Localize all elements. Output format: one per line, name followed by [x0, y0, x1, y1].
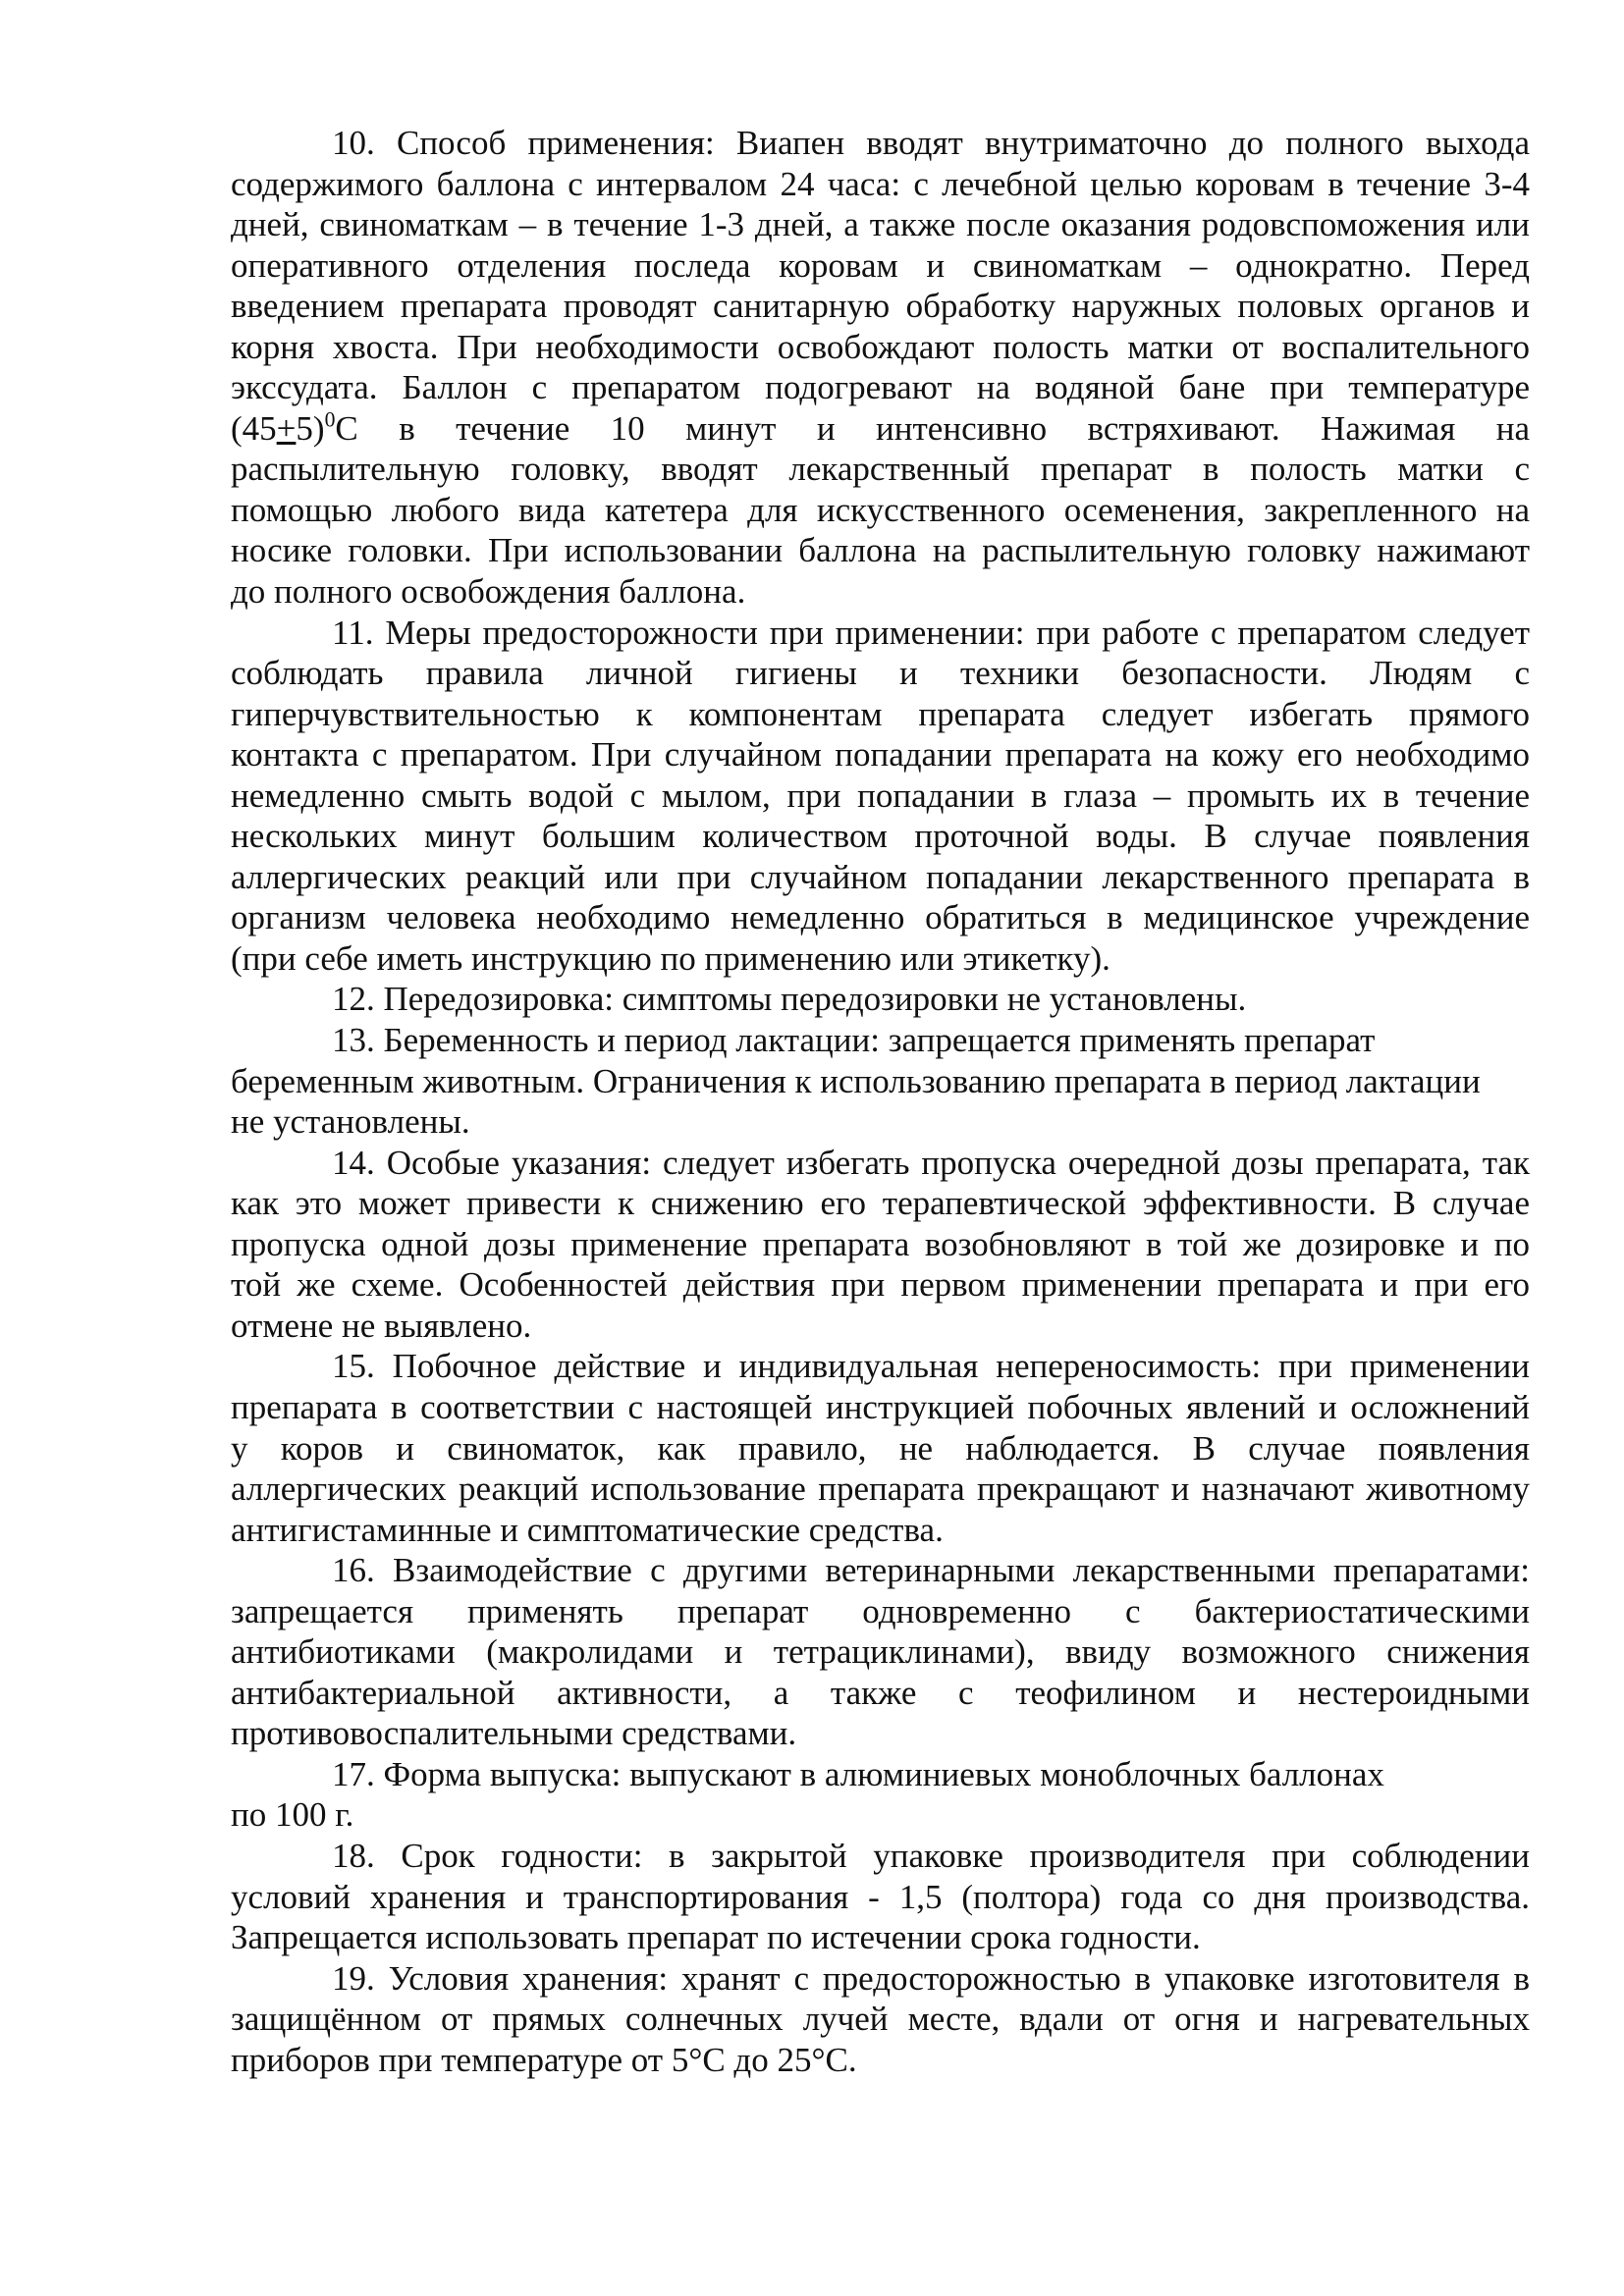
text-line: корня хвоста. При необходимости освобождают полость матки от воспалительного	[231, 327, 1530, 366]
section-17	[231, 1754, 1530, 1836]
text-line: введением препарата проводят санитарную обработку наружных половых органов и	[231, 287, 1530, 326]
text-line: аллергических реакций или при случайном попадании лекарственного препарата в	[231, 857, 1530, 896]
section-heading-line: 12. Передозировка: симптомы передозировки не установлены.	[332, 980, 1247, 1019]
text-line: защищённом от прямых солнечных лучей месте, вдали от огня и нагревательных	[231, 2000, 1530, 2039]
text-line: антибактериальной активности, а также с теофилином и нестероидными	[231, 1673, 1530, 1712]
temp-line-rest: в течение 10 минут и интенсивно встряхивают. Нажимая на	[357, 408, 1530, 448]
temp-open: (45	[231, 408, 277, 448]
degree-superscript: 0	[324, 407, 336, 432]
text-line: до полного освобождения баллона.	[231, 572, 746, 612]
text-line: Запрещается использовать препарат по истечении срока годности.	[231, 1918, 1201, 1957]
section-15	[231, 1346, 1530, 1550]
text-line: распылительную головку, вводят лекарственный препарат в полость матки с	[231, 450, 1530, 489]
text-line: аллергических реакций использование препарата прекращают и назначают животному	[231, 1469, 1530, 1509]
text-line: соблюдать правила личной гигиены и техники безопасности. Людям с	[231, 654, 1530, 693]
text-line: дней, свиноматкам – в течение 1-3 дней, а также после оказания родовспоможения или	[231, 205, 1530, 244]
text-line: содержимого баллона с интервалом 24 часа: с лечебной целью коровам в течение 3-4	[231, 164, 1530, 203]
section-12	[231, 979, 1530, 1020]
section-heading-line: 18. Срок годности: в закрытой упаковке производителя при соблюдении	[332, 1836, 1530, 1875]
section-heading-line: 11. Меры предосторожности при применении: при работе с препаратом следует	[332, 613, 1530, 652]
text-line: нескольких минут большим количеством проточной воды. В случае появления	[231, 817, 1530, 856]
text-line: помощью любого вида катетера для искусственного осеменения, закрепленного на	[231, 490, 1530, 529]
text-line: препарата в соответствии с настоящей инструкцией побочных явлений и осложнений	[231, 1387, 1530, 1426]
text-line: запрещается применять препарат одновременно с бактериостатическими	[231, 1591, 1530, 1630]
text-line: экссудата. Баллон с препаратом подогревают на водяной бане при температуре	[231, 368, 1530, 407]
text-line: не установлены.	[231, 1102, 470, 1142]
text-line: гиперчувствительностью к компонентам препарата следует избегать прямого	[231, 694, 1530, 733]
text-line: пропуска одной дозы применение препарата возобновляют в той же дозировке и по	[231, 1224, 1530, 1263]
section-heading-line: 16. Взаимодействие с другими ветеринарными лекарственными препаратами:	[332, 1551, 1530, 1590]
text-line: противовоспалительными средствами.	[231, 1714, 797, 1753]
section-11	[231, 613, 1530, 980]
text-line: контакта с препаратом. При случайном попадании препарата на кожу его необходимо	[231, 735, 1530, 774]
text-line: антибиотиками (макролидами и тетрациклинами), ввиду возможного снижения	[231, 1632, 1530, 1672]
section-heading-line: 14. Особые указания: следует избегать пропуска очередной дозы препарата, так	[332, 1143, 1530, 1182]
section-heading-line: 17. Форма выпуска: выпускают в алюминиевых моноблочных баллонах	[332, 1754, 1384, 1793]
text-line: (при себе иметь инструкцию по применению или этикетку).	[231, 938, 1110, 978]
section-heading-line: 15. Побочное действие и индивидуальная непереносимость: при применении	[332, 1347, 1530, 1386]
text-line: условий хранения и транспортирования - 1,5 (полтора) года со дня производства.	[231, 1877, 1530, 1916]
section-18	[231, 1836, 1530, 1958]
text-line: немедленно смыть водой с мылом, при попадании в глаза – промыть их в течение	[231, 775, 1530, 815]
text-line: беременным животным. Ограничения к использованию препарата в период лактации	[231, 1061, 1481, 1100]
text-line: организм человека необходимо немедленно обратиться в медицинское учреждение	[231, 898, 1530, 937]
text-line	[231, 408, 1530, 450]
text-line: у коров и свиноматок, как правило, не наблюдается. В случае появления	[231, 1428, 1530, 1468]
text-line: антигистаминные и симптоматические средства.	[231, 1510, 944, 1549]
instruction-text	[231, 123, 1530, 2080]
text-line: как это может привести к снижению его терапевтической эффективности. В случае	[231, 1184, 1530, 1223]
section-heading-line: 13. Беременность и период лактации: запрещается применять препарат	[332, 1021, 1376, 1060]
section-16	[231, 1550, 1530, 1754]
section-10	[231, 123, 1530, 613]
text-line: носике головки. При использовании баллона на распылительную головку нажимают	[231, 531, 1530, 570]
text-line: той же схеме. Особенностей действия при первом применении препарата и при его	[231, 1265, 1530, 1305]
text-line: приборов при температуре от 5°С до 25°С.	[231, 2040, 857, 2079]
section-heading-line: 10. Способ применения: Виапен вводят внутриматочно до полного выхода	[332, 124, 1530, 162]
text-line: по 100 г.	[231, 1795, 354, 1835]
plus-minus-sign: +	[276, 408, 297, 448]
temp-close: 5)	[296, 408, 325, 448]
section-13	[231, 1020, 1530, 1143]
section-14	[231, 1143, 1530, 1347]
section-19	[231, 1958, 1530, 2081]
text-line: оперативного отделения последа коровам и свиноматкам – однократно. Перед	[231, 245, 1530, 285]
section-heading-line: 19. Условия хранения: хранят с предосторожностью в упаковке изготовителя в	[332, 1958, 1530, 1998]
temp-unit: C	[335, 408, 358, 448]
text-line: отмене не выявлено.	[231, 1306, 532, 1345]
